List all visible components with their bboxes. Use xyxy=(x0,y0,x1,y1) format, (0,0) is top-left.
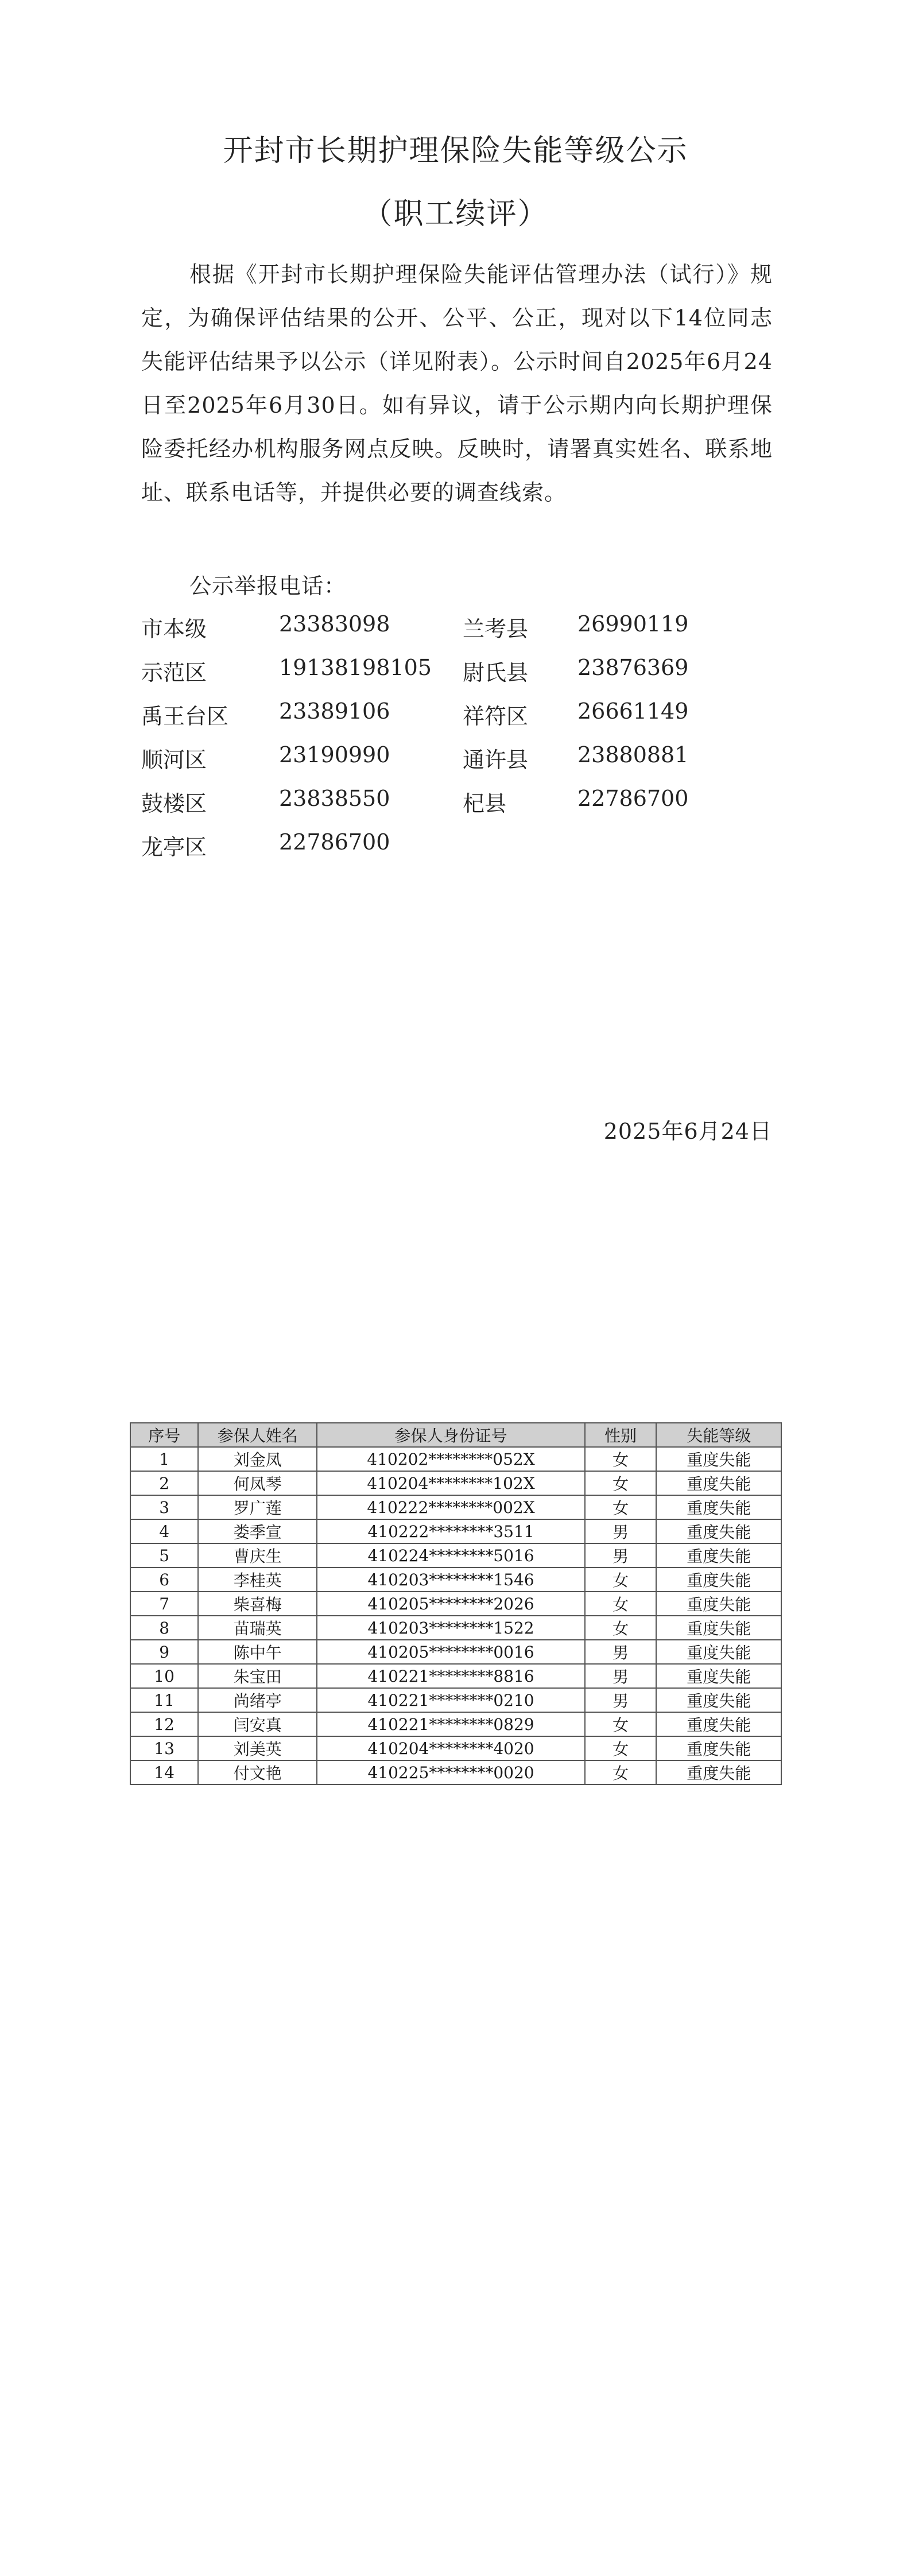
cell-level: 重度失能 xyxy=(656,1640,781,1664)
table-row xyxy=(130,1760,781,1784)
column-header-level: 失能等级 xyxy=(656,1423,781,1447)
cell-index: 9 xyxy=(130,1640,198,1664)
assessment-table xyxy=(130,1422,782,1785)
hotline-row xyxy=(141,829,773,864)
cell-level: 重度失能 xyxy=(656,1447,781,1471)
cell-index: 8 xyxy=(130,1616,198,1640)
hotline-row xyxy=(141,611,773,646)
cell-index: 3 xyxy=(130,1495,198,1519)
cell-sex: 女 xyxy=(585,1736,657,1760)
cell-sex: 男 xyxy=(585,1688,657,1712)
cell-name: 朱宝田 xyxy=(198,1664,317,1688)
cell-name: 何凤琴 xyxy=(198,1471,317,1495)
cell-id-number: 410205********0016 xyxy=(317,1640,585,1664)
cell-name: 刘美英 xyxy=(198,1736,317,1760)
cell-sex: 女 xyxy=(585,1712,657,1736)
hotline-phone: 19138198105 xyxy=(279,655,432,680)
cell-level: 重度失能 xyxy=(656,1519,781,1543)
column-header-sex: 性别 xyxy=(585,1423,657,1447)
table-row xyxy=(130,1471,781,1495)
page-subtitle: （职工续评） xyxy=(362,197,549,231)
hotline-phone: 23190990 xyxy=(279,742,390,767)
cell-id-number: 410221********0210 xyxy=(317,1688,585,1712)
cell-id-number: 410224********5016 xyxy=(317,1543,585,1568)
cell-id-number: 410222********002X xyxy=(317,1495,585,1519)
cell-id-number: 410205********2026 xyxy=(317,1592,585,1616)
hotline-row xyxy=(141,742,773,777)
hotline-district: 祥符区 xyxy=(463,704,529,729)
table-row xyxy=(130,1736,781,1760)
hotline-district: 通许县 xyxy=(463,747,529,773)
table-row xyxy=(130,1712,781,1736)
table-row xyxy=(130,1592,781,1616)
cell-level: 重度失能 xyxy=(656,1495,781,1519)
hotline-row xyxy=(141,699,773,733)
hotline-phone: 26990119 xyxy=(577,611,689,637)
table-row xyxy=(130,1664,781,1688)
cell-sex: 女 xyxy=(585,1447,657,1471)
cell-name: 闫安真 xyxy=(198,1712,317,1736)
cell-level: 重度失能 xyxy=(656,1592,781,1616)
cell-name: 苗瑞英 xyxy=(198,1616,317,1640)
cell-index: 12 xyxy=(130,1712,198,1736)
cell-id-number: 410225********0020 xyxy=(317,1760,585,1784)
hotline-district: 市本级 xyxy=(141,616,207,642)
cell-level: 重度失能 xyxy=(656,1616,781,1640)
cell-index: 2 xyxy=(130,1471,198,1495)
page-title: 开封市长期护理保险失能等级公示 xyxy=(223,134,688,168)
hotline-phone: 26661149 xyxy=(577,699,689,724)
cell-index: 13 xyxy=(130,1736,198,1760)
table-body xyxy=(130,1447,781,1784)
table-row xyxy=(130,1447,781,1471)
table-row xyxy=(130,1543,781,1568)
cell-sex: 女 xyxy=(585,1471,657,1495)
hotline-phone: 23876369 xyxy=(577,655,689,680)
hotline-district: 禹王台区 xyxy=(141,704,229,729)
table-row xyxy=(130,1568,781,1592)
cell-sex: 男 xyxy=(585,1640,657,1664)
hotline-phone: 23389106 xyxy=(279,699,390,724)
hotline-phone: 23880881 xyxy=(577,742,689,767)
column-header-name: 参保人姓名 xyxy=(198,1423,317,1447)
cell-sex: 女 xyxy=(585,1592,657,1616)
hotline-phone: 23383098 xyxy=(279,611,390,637)
cell-sex: 男 xyxy=(585,1543,657,1568)
hotline-district: 兰考县 xyxy=(463,616,529,642)
cell-name: 李桂英 xyxy=(198,1568,317,1592)
cell-index: 4 xyxy=(130,1519,198,1543)
cell-level: 重度失能 xyxy=(656,1760,781,1784)
hotline-district: 顺河区 xyxy=(141,747,207,773)
table-row xyxy=(130,1688,781,1712)
cell-name: 陈中午 xyxy=(198,1640,317,1664)
table-row xyxy=(130,1495,781,1519)
cell-level: 重度失能 xyxy=(656,1712,781,1736)
cell-sex: 女 xyxy=(585,1760,657,1784)
hotline-district: 尉氏县 xyxy=(463,660,529,685)
hotline-phone: 23838550 xyxy=(279,786,390,811)
cell-index: 11 xyxy=(130,1688,198,1712)
cell-level: 重度失能 xyxy=(656,1736,781,1760)
cell-name: 尚绪亭 xyxy=(198,1688,317,1712)
cell-id-number: 410203********1522 xyxy=(317,1616,585,1640)
cell-id-number: 410204********4020 xyxy=(317,1736,585,1760)
notice-date: 2025年6月24日 xyxy=(603,1119,772,1144)
cell-sex: 男 xyxy=(585,1664,657,1688)
assessment-table-container xyxy=(130,1422,782,1785)
cell-index: 14 xyxy=(130,1760,198,1784)
cell-name: 娄季宣 xyxy=(198,1519,317,1543)
cell-index: 6 xyxy=(130,1568,198,1592)
hotline-phone: 22786700 xyxy=(279,829,390,855)
hotline-district: 杞县 xyxy=(463,791,507,816)
cell-index: 10 xyxy=(130,1664,198,1688)
cell-index: 1 xyxy=(130,1447,198,1471)
column-header-id-number: 参保人身份证号 xyxy=(317,1423,585,1447)
cell-id-number: 410222********3511 xyxy=(317,1519,585,1543)
cell-id-number: 410221********8816 xyxy=(317,1664,585,1688)
table-row xyxy=(130,1640,781,1664)
column-header-index: 序号 xyxy=(130,1423,198,1447)
cell-level: 重度失能 xyxy=(656,1471,781,1495)
hotline-row xyxy=(141,786,773,820)
hotline-heading: 公示举报电话： xyxy=(189,573,347,599)
cell-id-number: 410202********052X xyxy=(317,1447,585,1471)
cell-index: 5 xyxy=(130,1543,198,1568)
cell-name: 罗广莲 xyxy=(198,1495,317,1519)
notice-paragraph: 根据《开封市长期护理保险失能评估管理办法（试行）》规定，为确保评估结果的公开、公平、公正，现对以下14位同志失能评估结果予以公示（详见附表）。公示时间自2025年6月24日至2025年6月30日。如有异议，请于公示期内向长期护理保险委托经办机构服务网点反映。反映时，请署真实姓名、联系地址、联系电话等，并提供必要的调查线索。 xyxy=(141,262,773,505)
cell-level: 重度失能 xyxy=(656,1688,781,1712)
cell-sex: 女 xyxy=(585,1616,657,1640)
hotline-district: 鼓楼区 xyxy=(141,791,207,816)
cell-id-number: 410203********1546 xyxy=(317,1568,585,1592)
cell-id-number: 410221********0829 xyxy=(317,1712,585,1736)
cell-index: 7 xyxy=(130,1592,198,1616)
table-header-row xyxy=(130,1423,781,1447)
hotline-district: 示范区 xyxy=(141,660,207,685)
cell-level: 重度失能 xyxy=(656,1664,781,1688)
cell-level: 重度失能 xyxy=(656,1568,781,1592)
cell-sex: 女 xyxy=(585,1495,657,1519)
hotline-district: 龙亭区 xyxy=(141,835,207,860)
hotline-row xyxy=(141,655,773,689)
cell-name: 柴喜梅 xyxy=(198,1592,317,1616)
cell-id-number: 410204********102X xyxy=(317,1471,585,1495)
cell-sex: 女 xyxy=(585,1568,657,1592)
cell-name: 刘金凤 xyxy=(198,1447,317,1471)
cell-name: 曹庆生 xyxy=(198,1543,317,1568)
cell-sex: 男 xyxy=(585,1519,657,1543)
cell-name: 付文艳 xyxy=(198,1760,317,1784)
table-row xyxy=(130,1616,781,1640)
hotline-phone: 22786700 xyxy=(577,786,689,811)
cell-level: 重度失能 xyxy=(656,1543,781,1568)
table-row xyxy=(130,1519,781,1543)
